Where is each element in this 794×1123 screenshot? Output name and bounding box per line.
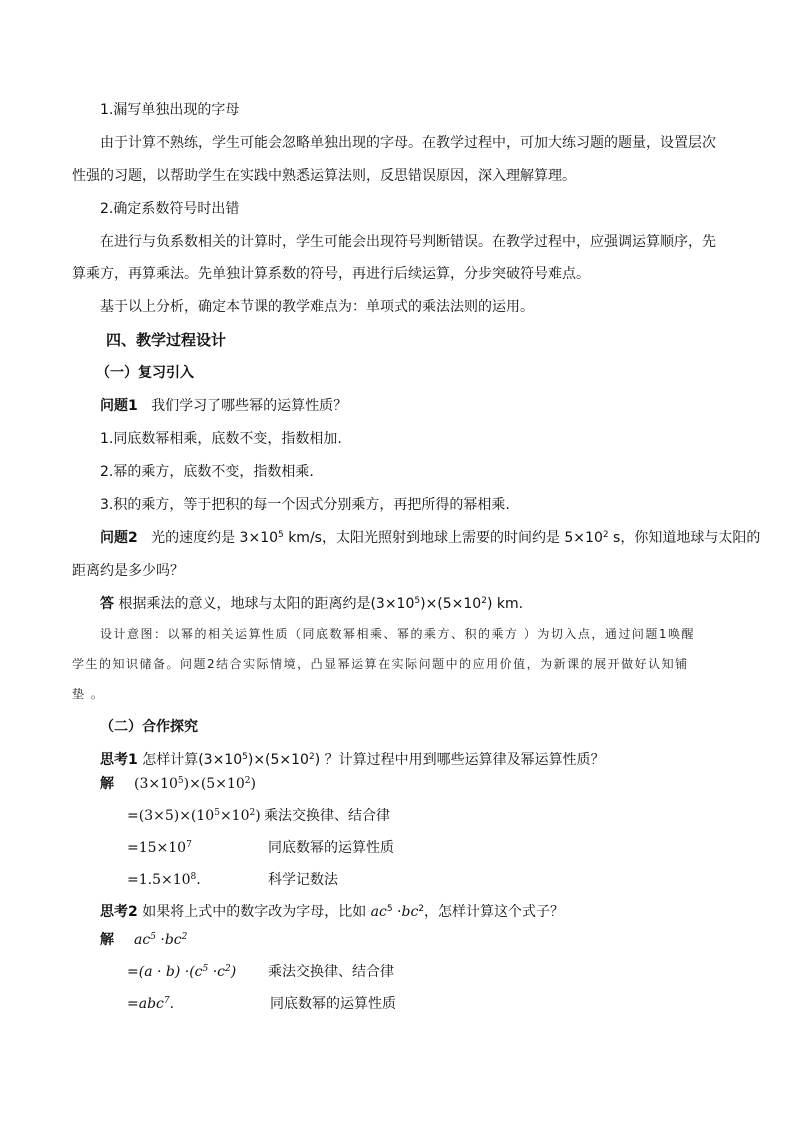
think2-label: 思考2 (100, 904, 138, 920)
solution2-expr: $ac^5 \cdot bc^2$ (134, 932, 188, 948)
question1-text: 我们学习了哪些幂的运算性质？ (151, 398, 348, 414)
design-intent-line2: 学生的知识储备。问题2结合实际情境，凸显幂运算在实际问题中的应用价值，为新课的展开做好认知铺 (72, 657, 689, 671)
sec2-title: 2.确定系数符号时出错 (100, 201, 240, 217)
solution1-line1 (100, 774, 114, 794)
solution1-step3-note: 同底数幂的运算性质 (268, 840, 394, 856)
summary-line: 基于以上分析，确定本节课的教学难点为：单项式的乘法法则的运用。 (100, 299, 534, 315)
sec1-para-line1: 由于计算不熟练，学生可能会忽略单独出现的字母。在教学过程中，可加大练习题的题量，设置层次 (100, 135, 716, 151)
sec1-para-line2: 性强的习题，以帮助学生在实践中熟悉运算法则，反思错误原因，深入理解算理。 (72, 168, 576, 184)
part4-heading: 四、教学过程设计 (106, 331, 227, 349)
review-item1: 1.同底数幂相乘，底数不变，指数相加. (100, 431, 342, 447)
question1-label: 问题1 (100, 398, 138, 414)
question2-label: 问题2 (100, 530, 138, 546)
solution2-label: 解 (100, 932, 114, 948)
solution1-step3: $=15\times 10^7$ (127, 840, 192, 856)
solution2-step2-note: 乘法交换律、结合律 (268, 964, 394, 980)
think2-line: 思考2 如果将上式中的数字改为字母，比如 $ac^5 \cdot bc^2$，怎样计算这个式子？ (100, 904, 565, 920)
explore-heading: （二）合作探究 (100, 719, 198, 735)
design-intent-line1: 设计意图：以幂的相关运算性质（同底数幂相乘、幂的乘方、积的乘方 ）为切入点，通过问题1唤醒 (100, 627, 695, 641)
think1-line: 思考1 怎样计算$(3\times 10^5)\times(5\times 10^2)$ ？计算过程中用到哪些运算律及幂运算性质？ (100, 752, 605, 768)
question2-line1: 问题2 光的速度约是 $3\times 10^5$ km/s，太阳光照射到地球上需要的时间约是 $5\times 10^2$ s，你知道地球与太阳的 (100, 530, 761, 546)
solution2-step3: =abc$^7$. (127, 996, 175, 1012)
solution2-step3-note: 同底数幂的运算性质 (270, 996, 396, 1012)
review-item2: 2.幂的乘方，底数不变，指数相乘. (100, 464, 314, 480)
solution2-step2: $=(a \cdot b) \cdot(c^5 \cdot c^2)$ (127, 964, 237, 980)
review-item3: 3.积的乘方，等于把积的每一个因式分别乘方，再把所得的幂相乘. (100, 497, 510, 513)
design-intent-line3: 垫 。 (72, 687, 105, 701)
answer-line: 答 根据乘法的意义，地球与太阳的距离约是$(3\times 10^5)\times(5\times 10^2)$ km. (100, 596, 524, 612)
question1 (100, 396, 347, 416)
sec2-para-line1: 在进行与负系数相关的计算时，学生可能会出现符号判断错误。在教学过程中，应强调运算顺序，先 (100, 234, 716, 250)
solution1-step2: $=(3\times 5)\times(10^5\times 10^2)$ (127, 808, 261, 824)
solution1-label: 解 (100, 776, 114, 792)
solution1-step2-note: 乘法交换律、结合律 (264, 808, 390, 824)
solution2-line1 (100, 930, 114, 950)
sec2-para-line2: 算乘方，再算乘法。先单独计算系数的符号，再进行后续运算，分步突破符号难点。 (72, 266, 590, 282)
answer-label: 答 (100, 596, 114, 612)
review-heading: （一）复习引入 (96, 365, 194, 381)
solution1-step4: $=1.5\times 10^8$. (127, 872, 201, 888)
solution1-step4-note: 科学记数法 (268, 872, 338, 888)
question2-line2: 距离约是多少吗？ (72, 563, 184, 579)
sec1-title: 1.漏写单独出现的字母 (100, 102, 240, 118)
think1-label: 思考1 (100, 752, 138, 768)
solution1-expr: $(3\times 10^5)\times(5\times 10^2)$ (134, 776, 256, 792)
